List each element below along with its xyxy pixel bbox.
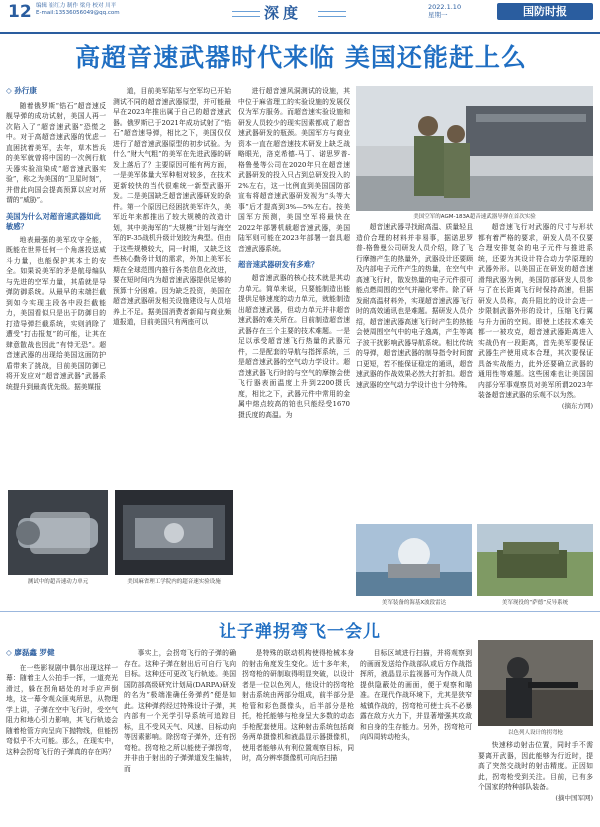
newspaper-masthead: 国防时报 [497,3,593,20]
issue-date: 2022.1.10 [428,3,462,11]
caption-wind-tunnel: 美国麻省理工学院内的超音速实验设施 [127,579,221,585]
page-number: 12 [8,2,32,22]
article2-column-4 [360,648,472,824]
article2-column-2 [124,648,236,824]
article1-subhead-2: 超音速武器研发有多难？ [238,260,319,269]
photo-radar [356,524,472,596]
caption-soldiers-missile: 美国空军的AGM-183A超音速武器导弹在首次实验 [413,214,536,220]
article1-author-name: 孙行康 [14,86,37,95]
article2-author-name: 廖磊鑫 罗健 [14,648,55,657]
photo-turbine [8,490,108,575]
article1-col3-body: 进行超音速风洞测试的设施，其中位于麻省理工的实验设施的发展仅仅为军方服务。而超音速实验设施和研发人员较少的现实因素都成了超音速武器研发的瓶颈。美国军方与商业资本一直在超音速技术研发上缺乏战略眼光，洛克希德-马丁、诺思罗普-格鲁曼等公司在2020年只在超音速武器研发的投入只占到总研发投入的2%左右，这一比例直到美国国防部宣布将超音速武器研发视为“头等大事”后才提高到3%—5%左右。按美国军方预测，美国空军将最快在2022年部署机载超音速武器，美国陆军则可能在2023年部署一套具超音速武器系统。 [238,87,350,253]
photo-thaad [477,524,593,596]
section-title: 深度 [264,4,303,22]
article-divider [0,611,600,612]
editor-email: E-mail:13536056049@qq.com [36,10,120,16]
article1-column-2 [113,86,231,481]
turbine-image [8,490,108,575]
article2-headline: 让子弹拐弯飞一会儿 [219,622,381,642]
article1-col4-body: 超音速武器寻找耐高温、质量轻且造价合理的材料并非易事，据诺思罗普-格鲁曼公司研发人员介绍，除了飞行摩擦产生的热量外，武器设计还要顾及内部电子元件产生的热量，在空气中高速飞行时，散发热量的电子元件很可能点燃周围的空气并融化零件。除了研发耐高温材料外，实现超音速武器飞行时的高效通讯也是难题。据研发人员介绍，超音速武器高速飞行时产生的热能会使周围空气中的电子逸离，产生等离子波干扰影响武器导航系统。相比传统的导弹，超音速武器的制导指令时间窗口更短，若不能保证稳定的通讯，超音速武器的作战效果必然大打折扣。超音速武器的空气动力学设计也十分特殊。 [356,223,473,389]
page-header [0,0,600,34]
article2-column-3 [242,648,354,824]
article1-column-1 [6,86,106,481]
soldiers-missile-image [356,86,593,211]
caption-radar: 美军装备的海基X波段雷达 [381,600,447,606]
article1-subhead-1: 美国为什么对超音速武器如此敏感？ [6,211,101,231]
editor-names: 编辑 崔红力 制作 梁舟 校对 川平 [36,3,117,9]
thaad-image [477,524,593,596]
section-decoration-left [232,11,260,17]
radar-image [356,524,472,596]
article1-headline: 高超音速武器时代来临 美国还能赶上么 [75,43,527,72]
article2-column-5 [478,740,593,824]
caption-corner-gun: 以色列人设计的拐弯枪 [507,730,563,736]
article1-col5-body: 超音速飞行对武器的尺寸与形状都有着严格的要求，研发人员不仅要合理安排复杂的电子元件与推进系统，还要为其设计符合动力学原理的武器外形。以美国正在研发的超音速滑翔武器为例，美国防部研发人员参与了在长距离飞行时保持高速，但据研发人员称，高升阻比的设计会进一步限制武器外形的设计，压缩飞行翼与升力面的空间。即使上述技术难关都一一被攻克，超音速武器距离进入实战仍有一段距离，首先美军要保证武器生产使用成本合理，其次要保证具备实战能力，此外还要确立武器的通用性等难题。这些困难也让美国国内部分军事观察员对美军所谓2023年装备超音速武器的乐观不以为然。 [478,223,593,399]
corner-gun-image [478,640,593,726]
article2-col5-body: 快速移动射击位置，同时手不需要离开武器，因此能够为行近时，提高了突然交战时的射击精度。正因如此，拐弯枪受到关注。目前，已有多个国家的特种部队装备。 [478,741,593,791]
article1-column-4 [356,222,473,518]
caption-thaad: 美军现役的“萨德”反导系统 [501,600,569,606]
article1-intro: 随着俄罗斯“锆石”超音速反舰导弹的成功试射，美国人再一次陷入了“超音速武器”恐慌之中。对于高超音速武器的忧虑一直困扰着美军，去年，草木皆兵的美军就曾将中国的一次例行航天器实验渲染成“超音速武器实验”，称之为美国的“卫星时刻”，并借此向国会提高预算以应对所谓的“威胁”。 [6,101,106,204]
section-decoration-right [318,11,346,17]
header-rule [0,32,600,34]
article1-col2-body: 道，目前美军陆军与空军均已开始测试不同的超音速武器原型，并可能最早在2023年推出属于自己的超音速武器。俄罗斯已于2021年成功试射了“锆石”超音速导弹，相比之下，美国仅仅进行了超音速武器原型的初步试验。为什么“财大气粗”的美军在先进武器的研发上落后了？主要原因可能有两方面，一是美军体量大军种相对较多，在技术更新较快的当代很难统一新型武器开发。二是美国缺乏超音速武器研发的条件。第一个原因已经困扰美军许久，美军近年来都推出了较大规模的改造计划，其中美海军的“大规模”计划与海空军的F-35战机升级计划较为典型。但由于这些规模较大，同一时期，又缺乏这些核心勤务计划的需求，外加上美军长期在全球范围内推行各类信息化改进，要在短时间内为超音速武器提供足够的预算十分困难。因为缺乏投资，美国在超音速武器研发相关设施建设与人员培养上不足。据美国消费者新闻与商业频道报道，目前美国只有两座可以 [113,87,231,326]
article1-col1-body: 地表最强的美军攻守全能，既能在世界任何一个角落投送威斗力量，也能保护其本土的安全。如果说美军的矛是航母编队与先进的空军力量，其盾就是导弹防御系统。从最早的末端拦截到如今实现主段各中段拦截能力，美国看似只是出于防御目的打造导弹拦截系统，实则消除了遭受“打击报复”的可能，让其在肆意散战也因此“有恃无恐”。超音速武器的出现给美国这面防护盾带来了挑战，目前美国防御已将开发应对“超音速武器”武器系统提升到最高优先级。据美媒报 [6,235,106,391]
article2-column-1 [6,648,118,824]
article2-col2-body: 事实上，会拐弯飞行的子弹的确存在。这种子弹在射出后可自行飞向目标。这种还可更改飞行轨迹。美国国防部高级研究计划局(DARPA)研发的名为“极端准确任务弹药”便是如此。这种弹药经过特殊设计子弹，其内部有一个光学引导系统可追踪目标，且不受风天气、风速、目标动向等因素影响。除拐弯子弹外，还有拐弯枪。拐弯枪之所以能使子弹拐弯，并非由于射出的子弹弹道发生偏转，而 [124,649,236,773]
article2-col4-body: 目标区域进行扫描，并将观察到的画面发送给作战部队或后方作战指挥所，液晶显示监视器可为作战人员提供隐蔽处的画面，便于观察和瞄准。在现代作战环境下，尤其是狭窄城镇作战的，拐弯枪可使士兵不必暴露在敌方火力下，并显著增强其攻敌和自身的生存能力。另外，拐弯枪可向四周转动枪头， [360,649,472,741]
article2-col1-body: 在一些影视剧中偶尔出现这样一幕：随着主人公拍手一挥，一道亮光滑过，躲在拐角暗处的对手应声倒地，这一幕令观众匪夷所思，从物理学上讲，子弹在空中飞行时，受空气阻力和地心引力影响，其飞行轨迹会随着枪管方向呈向下抛物线，但能拐弯似乎不大可能。那么，在现实中，这种会拐弯飞行的子弹真的存在吗？ [6,663,118,756]
photo-soldiers-missile [356,86,593,211]
photo-wind-tunnel [115,490,233,575]
article2-col3-body: 是特殊的联动机构使得枪械本身的射击角度发生变化。近十多年来，拐弯枪的研制取得明显突破，以设计者是一位以色列人，他设计的拐弯枪射击系统由两部分组成，前半部分是枪管和彩色摄像头，后半部分是枪托，枪托能够与枪身呈大多数的动态手枪配套使用。这种射击系统包括商务两单摄像机和液晶显示器摄像机，使用者能够从有利位置观察目标，同时，高分辨率摄像机可向后扫描 [242,649,354,762]
article1-column-3 [238,86,350,608]
article2-author: ◇ 廖磊鑫 罗健 [6,648,55,657]
editor-credits [36,3,156,17]
article1-credit: (摘东方网) [561,401,593,410]
photo-corner-gun [478,640,593,726]
article1-author: ◇ 孙行康 [6,86,37,95]
article2-credit: (摘中国军网) [555,793,593,802]
issue-date-block [428,3,461,19]
caption-turbine: 测试中的超音速动力单元 [27,579,89,585]
article1-col3-body-2: 超音速武器的核心技术就是其动力单元。简单来说，只要能制造出能提供足够速度的动力单元，就能制造出超音速武器，但动力单元并非超音速武器的难关所在。目前制造超音速武器存在三个主要的技术难题。一是足以承受超音速飞行热量的武器元件，二是配套的导航与指挥系统，三是超音速武器的空气动力学设计。超音速武器飞行时的与空气的摩擦会使飞行器表面温度上升到2200摄氏度，相比之下，武器元件中常用的金属中熔点较高的铂也只能经受1670摄氏度的高温。为 [238,274,350,419]
wind-tunnel-image [115,490,233,575]
issue-weekday: 星期一 [428,11,448,19]
article1-column-5 [478,222,593,518]
